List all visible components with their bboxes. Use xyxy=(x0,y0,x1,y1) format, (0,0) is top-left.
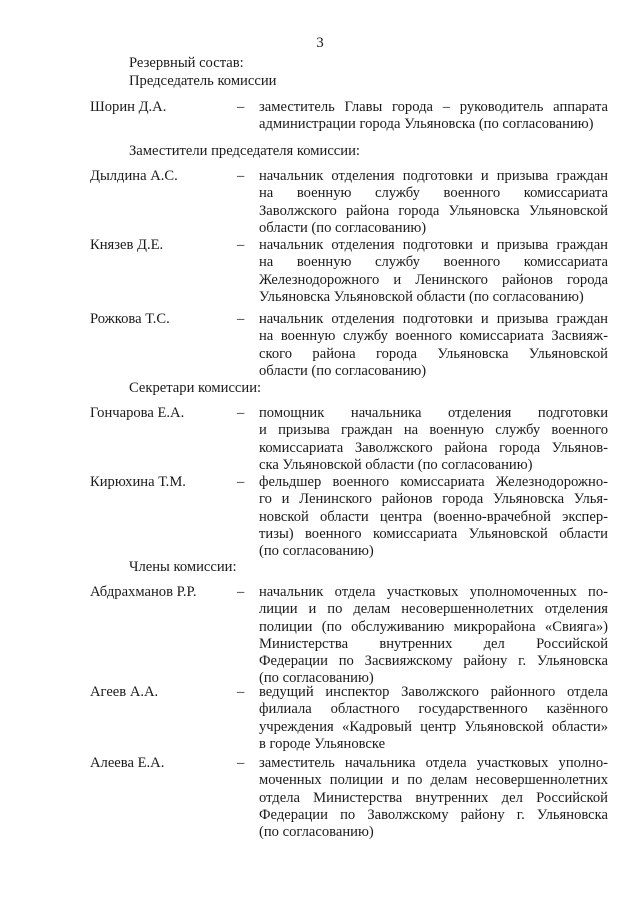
person-name: Кирюхина Т.М. xyxy=(90,474,186,490)
description-line: заместитель Главы города – руководитель аппарата xyxy=(259,99,608,115)
description-line: (по согласованию) xyxy=(259,824,374,841)
description-line: Федерации по Заволжскому району г. Ульяновска xyxy=(259,806,608,823)
dash: – xyxy=(237,311,245,327)
description-line: комиссариата Заволжского района города Ульянов- xyxy=(259,439,608,456)
person-name: Алеева Е.А. xyxy=(90,755,165,771)
description-line: Железнодорожного и Ленинского районов города xyxy=(259,271,608,288)
position-description xyxy=(259,684,608,753)
position-description xyxy=(259,584,608,688)
description-line: начальник отделения подготовки и призыва граждан xyxy=(259,237,608,253)
description-line: полиции (по обслуживанию микрорайона «Свияга») xyxy=(259,618,608,635)
description-line: моченных полиции и по делам несовершеннолетних xyxy=(259,772,608,789)
description-line: тизы) военного комиссариата Ульяновской области xyxy=(259,525,608,542)
heading-reserve: Резервный состав: xyxy=(129,55,244,71)
description-line: ского района города Ульяновска Ульяновской xyxy=(259,345,608,362)
heading-members: Члены комиссии: xyxy=(129,559,237,575)
dash: – xyxy=(237,584,245,600)
description-line: Ульяновска Ульяновской области (по согласованию) xyxy=(259,288,584,305)
description-line: Министерства внутренних дел Российской xyxy=(259,635,608,652)
description-line: Заволжского района города Ульяновска Ульяновской xyxy=(259,202,608,219)
description-line: учреждения «Кадровый центр Ульяновской области» xyxy=(259,718,608,735)
person-name: Шорин Д.А. xyxy=(90,99,167,115)
description-line: (по согласованию) xyxy=(259,670,374,687)
person-name: Рожкова Т.С. xyxy=(90,311,170,327)
position-description xyxy=(259,311,608,380)
description-line: отдела Министерства внутренних дел Российской xyxy=(259,789,608,806)
description-line: ска Ульяновской области (по согласованию) xyxy=(259,456,533,473)
page-number: 3 xyxy=(316,35,324,51)
description-line: в городе Ульяновске xyxy=(259,735,386,752)
dash: – xyxy=(237,474,245,490)
description-line: на военную службу военного комиссариата xyxy=(259,185,608,202)
description-line: помощник начальника отделения подготовки xyxy=(259,405,608,421)
position-description xyxy=(259,405,608,474)
dash: – xyxy=(237,99,245,115)
dash: – xyxy=(237,168,245,184)
description-line: начальник отделения подготовки и призыва граждан xyxy=(259,311,608,327)
person-name: Абдрахманов Р.Р. xyxy=(90,584,197,600)
description-line: Федерации по Засвияжскому району г. Ульяновска xyxy=(259,653,608,670)
description-line: заместитель начальника отдела участковых уполно- xyxy=(259,755,608,771)
description-line: на военную службу военного комиссариата Засвияж- xyxy=(259,328,608,345)
description-line: администрации города Ульяновска (по согласованию) xyxy=(259,116,594,133)
description-line: филиала областного государственного казённого xyxy=(259,701,608,718)
position-description xyxy=(259,755,608,841)
dash: – xyxy=(237,755,245,771)
person-name: Агеев А.А. xyxy=(90,684,159,700)
dash: – xyxy=(237,405,245,421)
description-line: области (по согласованию) xyxy=(259,362,427,379)
person-name: Гончарова Е.А. xyxy=(90,405,185,421)
position-description xyxy=(259,474,608,560)
description-line: начальник отдела участковых уполномоченных по- xyxy=(259,584,608,600)
position-description xyxy=(259,99,608,134)
description-line: (по согласованию) xyxy=(259,543,374,560)
description-line: и призыва граждан на военную службу военного xyxy=(259,422,608,439)
description-line: лиции и по делам несовершеннолетних отделения xyxy=(259,601,608,618)
description-line: на военную службу военного комиссариата xyxy=(259,254,608,271)
heading-chairman: Председатель комиссии xyxy=(129,73,277,89)
person-name: Дылдина А.С. xyxy=(90,168,178,184)
dash: – xyxy=(237,684,245,700)
description-line: начальник отделения подготовки и призыва граждан xyxy=(259,168,608,184)
description-line: ведущий инспектор Заволжского районного отдела xyxy=(259,684,608,700)
position-description xyxy=(259,168,608,237)
person-name: Князев Д.Е. xyxy=(90,237,164,253)
heading-secretaries: Секретари комиссии: xyxy=(129,380,262,396)
dash: – xyxy=(237,237,245,253)
description-line: фельдшер военного комиссариата Железнодорожно- xyxy=(259,474,608,490)
heading-deputies: Заместители председателя комиссии: xyxy=(129,143,360,159)
description-line: новской области центра (военно-врачебной экспер- xyxy=(259,508,608,525)
description-line: го и Ленинского районов города Ульяновска Улья- xyxy=(259,491,608,508)
position-description xyxy=(259,237,608,306)
description-line: области (по согласованию) xyxy=(259,219,427,236)
